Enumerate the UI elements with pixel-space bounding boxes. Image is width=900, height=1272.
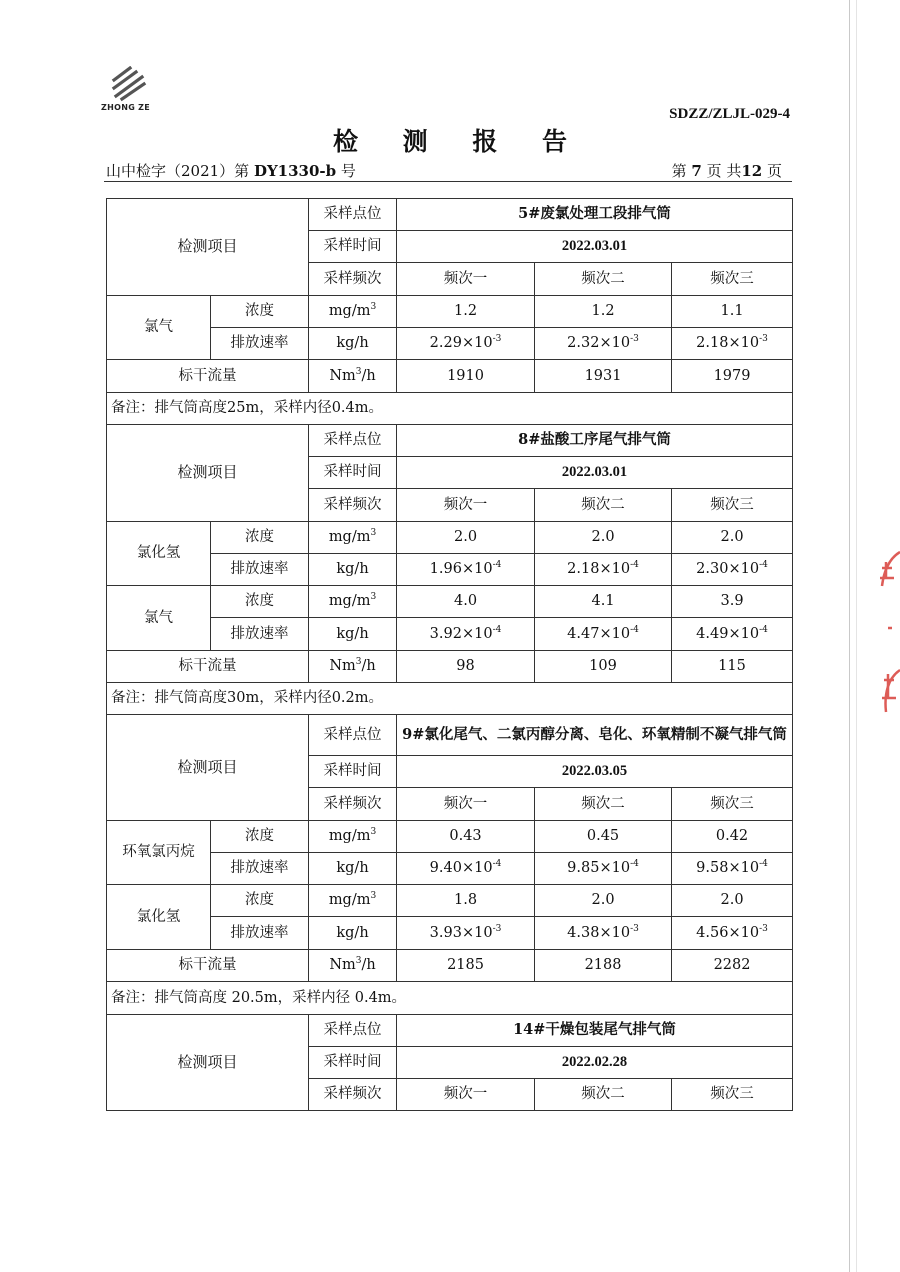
pollutant-name: 氯化氢: [107, 885, 211, 950]
logo-text: ZHONG ZE: [101, 103, 151, 112]
rate-unit: kg/h: [309, 917, 397, 950]
table-row: [107, 393, 793, 425]
flow-value: 98: [397, 651, 535, 683]
conc-value: 1.2: [535, 296, 672, 328]
freq-3: 频次三: [672, 1079, 793, 1111]
table-row: [107, 683, 793, 715]
time-label: 采样时间: [309, 457, 397, 489]
section-note: 备注：排气筒高度25m，采样内径0.4m。: [107, 393, 793, 425]
conc-value: 2.0: [672, 885, 793, 917]
time-label: 采样时间: [309, 231, 397, 263]
flow-label: 标干流量: [107, 950, 309, 982]
page-edge-line: [849, 0, 850, 1272]
table-row: [107, 586, 793, 618]
freq-1: 频次一: [397, 1079, 535, 1111]
page-total: 12: [741, 162, 763, 180]
time-label: 采样时间: [309, 1047, 397, 1079]
header-rule: [104, 181, 792, 182]
conc-label: 浓度: [211, 586, 309, 618]
rate-label: 排放速率: [211, 554, 309, 586]
rate-value: $9.58\times 10^{-4}$: [672, 853, 793, 885]
table-row: [107, 296, 793, 328]
point-label: 采样点位: [309, 715, 397, 756]
conc-value: 2.0: [397, 522, 535, 554]
rate-value: $1.96\times 10^{-4}$: [397, 554, 535, 586]
table-row: [107, 1015, 793, 1047]
conc-value: 3.9: [672, 586, 793, 618]
freq-1: 频次一: [397, 489, 535, 522]
rate-label: 排放速率: [211, 328, 309, 360]
rate-value: $2.32\times 10^{-3}$: [535, 328, 672, 360]
freq-label: 采样频次: [309, 1079, 397, 1111]
rate-value: $9.85\times 10^{-4}$: [535, 853, 672, 885]
rate-label: 排放速率: [211, 917, 309, 950]
conc-value: 4.0: [397, 586, 535, 618]
conc-value: 1.8: [397, 885, 535, 917]
point-label: 采样点位: [309, 425, 397, 457]
rate-unit: kg/h: [309, 328, 397, 360]
page-number: 7: [691, 162, 702, 180]
freq-2: 频次二: [535, 489, 672, 522]
rate-label: 排放速率: [211, 618, 309, 651]
flow-value: 1910: [397, 360, 535, 393]
time-label: 采样时间: [309, 756, 397, 788]
flow-label: 标干流量: [107, 651, 309, 683]
red-seal-stamp-icon: [874, 548, 900, 718]
freq-2: 频次二: [535, 1079, 672, 1111]
sampling-time: 2022.02.28: [397, 1047, 793, 1079]
conc-unit: $mg/m^3$: [309, 885, 397, 917]
freq-1: 频次一: [397, 788, 535, 821]
flow-value: 2188: [535, 950, 672, 982]
report-number-code: DY1330-b: [253, 162, 337, 180]
table-row: [107, 982, 793, 1015]
rate-value: $2.18\times 10^{-4}$: [535, 554, 672, 586]
rate-value: $4.47\times 10^{-4}$: [535, 618, 672, 651]
page-suffix: 页: [762, 162, 782, 180]
sampling-time: 2022.03.01: [397, 231, 793, 263]
flow-unit: Nm$^3$/h: [309, 950, 397, 982]
conc-value: 2.0: [535, 522, 672, 554]
rate-value: $2.18\times 10^{-3}$: [672, 328, 793, 360]
report-table: [106, 198, 793, 1111]
flow-value: 109: [535, 651, 672, 683]
item-label: 检测项目: [107, 425, 309, 522]
flow-unit: Nm$^3$/h: [309, 651, 397, 683]
freq-label: 采样频次: [309, 263, 397, 296]
freq-3: 频次三: [672, 489, 793, 522]
page-mid: 页 共: [701, 162, 742, 180]
conc-label: 浓度: [211, 296, 309, 328]
table-row: [107, 821, 793, 853]
sampling-point: 8#盐酸工序尾气排气筒: [397, 425, 793, 457]
pollutant-name: 氯化氢: [107, 522, 211, 586]
pollutant-name: 氯气: [107, 586, 211, 651]
sampling-time: 2022.03.05: [397, 756, 793, 788]
flow-value: 2185: [397, 950, 535, 982]
table-row: [107, 360, 793, 393]
freq-3: 频次三: [672, 788, 793, 821]
flow-value: 1931: [535, 360, 672, 393]
item-label: 检测项目: [107, 199, 309, 296]
conc-unit: $mg/m^3$: [309, 821, 397, 853]
freq-2: 频次二: [535, 788, 672, 821]
rate-value: $4.49\times 10^{-4}$: [672, 618, 793, 651]
conc-value: 0.45: [535, 821, 672, 853]
freq-label: 采样频次: [309, 788, 397, 821]
document-code: SDZZ/ZLJL-029-4: [669, 106, 790, 122]
item-label: 检测项目: [107, 1015, 309, 1111]
conc-value: 2.0: [535, 885, 672, 917]
page-prefix: 第: [671, 162, 692, 180]
flow-value: 1979: [672, 360, 793, 393]
conc-label: 浓度: [211, 821, 309, 853]
pollutant-name: 氯气: [107, 296, 211, 360]
item-label: 检测项目: [107, 715, 309, 821]
conc-label: 浓度: [211, 522, 309, 554]
conc-value: 0.42: [672, 821, 793, 853]
conc-value: 0.43: [397, 821, 535, 853]
sampling-point: 5#废氯处理工段排气筒: [397, 199, 793, 231]
rate-unit: kg/h: [309, 554, 397, 586]
freq-3: 频次三: [672, 263, 793, 296]
table-row: [107, 715, 793, 756]
rate-value: $3.92\times 10^{-4}$: [397, 618, 535, 651]
rate-value: $9.40\times 10^{-4}$: [397, 853, 535, 885]
sampling-time: 2022.03.01: [397, 457, 793, 489]
conc-unit: $mg/m^3$: [309, 586, 397, 618]
rate-value: $2.30\times 10^{-4}$: [672, 554, 793, 586]
page-title: 检 测 报 告: [332, 127, 586, 156]
rate-label: 排放速率: [211, 853, 309, 885]
conc-unit: $mg/m^3$: [309, 296, 397, 328]
flow-value: 115: [672, 651, 793, 683]
flow-value: 2282: [672, 950, 793, 982]
conc-value: 1.2: [397, 296, 535, 328]
pollutant-name: 环氧氯丙烷: [107, 821, 211, 885]
freq-2: 频次二: [535, 263, 672, 296]
rate-unit: kg/h: [309, 853, 397, 885]
flow-label: 标干流量: [107, 360, 309, 393]
rate-value: $3.93\times 10^{-3}$: [397, 917, 535, 950]
report-number-prefix: 山中检字（2021）第: [106, 162, 254, 180]
conc-value: 4.1: [535, 586, 672, 618]
table-row: [107, 950, 793, 982]
table-row: [107, 885, 793, 917]
table-row: [107, 199, 793, 231]
conc-value: 1.1: [672, 296, 793, 328]
table-row: [107, 425, 793, 457]
rate-value: $4.56\times 10^{-3}$: [672, 917, 793, 950]
table-row: [107, 651, 793, 683]
rate-value: $4.38\times 10^{-3}$: [535, 917, 672, 950]
sampling-point: 14#干燥包装尾气排气筒: [397, 1015, 793, 1047]
conc-unit: $mg/m^3$: [309, 522, 397, 554]
page-indicator: [672, 160, 782, 181]
conc-value: 2.0: [672, 522, 793, 554]
report-number: [106, 160, 356, 181]
report-number-suffix: 号: [336, 162, 356, 180]
rate-unit: kg/h: [309, 618, 397, 651]
sampling-point: 9#氯化尾气、二氯丙醇分离、皂化、环氧精制不凝气排气筒: [397, 715, 793, 756]
page-edge-line: [856, 0, 857, 1272]
point-label: 采样点位: [309, 199, 397, 231]
section-note: 备注：排气筒高度30m，采样内径0.2m。: [107, 683, 793, 715]
table-row: [107, 522, 793, 554]
freq-1: 频次一: [397, 263, 535, 296]
conc-label: 浓度: [211, 885, 309, 917]
freq-label: 采样频次: [309, 489, 397, 522]
point-label: 采样点位: [309, 1015, 397, 1047]
rate-value: $2.29\times 10^{-3}$: [397, 328, 535, 360]
section-note: 备注：排气筒高度 20.5m，采样内径 0.4m。: [107, 982, 793, 1015]
flow-unit: Nm$^3$/h: [309, 360, 397, 393]
